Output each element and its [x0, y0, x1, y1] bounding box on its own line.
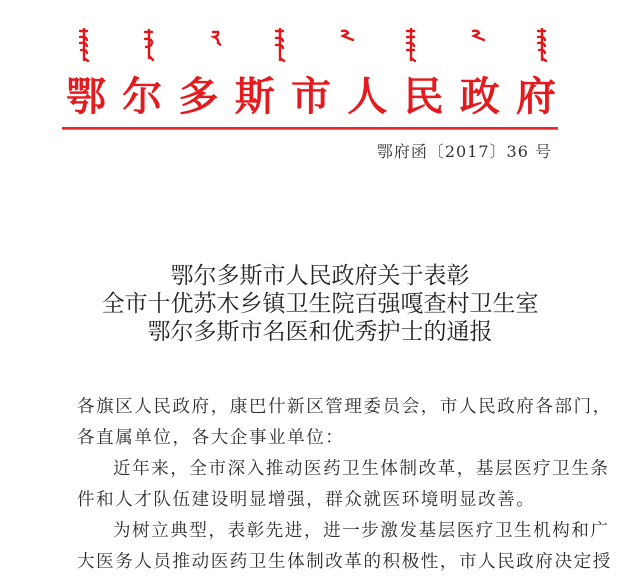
letterhead-char: 府 — [516, 74, 556, 120]
body-paragraph-line: 为树立典型，表彰先进，进一步激发基层医疗卫生机构和广 — [113, 521, 610, 541]
letterhead-divider — [62, 127, 558, 130]
letterhead-char: 多 — [178, 74, 219, 120]
body-paragraph-line: 大医务人员推动医药卫生体制改革的积极性，市人民政府决定授 — [77, 552, 612, 572]
salutation-line: 各旗区人民政府，康巴什新区管理委员会，市人民政府各部门， — [77, 397, 612, 417]
mongolian-word-6 — [405, 28, 417, 62]
mongolian-word-2 — [143, 28, 155, 62]
letterhead-char: 市 — [291, 74, 331, 120]
letterhead-char: 政 — [459, 74, 500, 120]
document-number: 鄂府函〔2017〕36 号 — [376, 142, 552, 161]
body-paragraph-line: 近年来，全市深入推动医药卫生体制改革，基层医疗卫生条 — [113, 459, 610, 479]
mongolian-word-7 — [471, 28, 483, 62]
mongolian-word-1 — [78, 28, 90, 62]
notice-title-line: 全市十优苏木乡镇卫生院百强嘎查村卫生室 — [101, 291, 539, 317]
mongolian-word-3 — [209, 28, 221, 62]
mongolian-word-4 — [274, 28, 286, 62]
notice-body — [77, 392, 612, 578]
mongolian-word-5 — [340, 28, 352, 62]
mongolian-script-name — [78, 28, 548, 64]
letterhead-title — [66, 74, 556, 120]
salutation-line: 各直属单位，各大企事业单位： — [77, 428, 345, 448]
letterhead-char: 尔 — [122, 74, 163, 120]
notice-title — [0, 262, 640, 346]
notice-title-line: 鄂尔多斯市名医和优秀护士的通报 — [147, 319, 493, 345]
body-paragraph-line: 件和人才队伍建设明显增强，群众就医环境明显改善。 — [77, 490, 536, 510]
notice-title-line: 鄂尔多斯市人民政府关于表彰 — [170, 263, 470, 289]
letterhead-char: 斯 — [234, 74, 275, 120]
letterhead-char: 人 — [347, 74, 388, 120]
mongolian-word-8 — [536, 28, 548, 62]
letterhead-char: 鄂 — [66, 74, 106, 120]
letterhead-char: 民 — [403, 74, 444, 120]
